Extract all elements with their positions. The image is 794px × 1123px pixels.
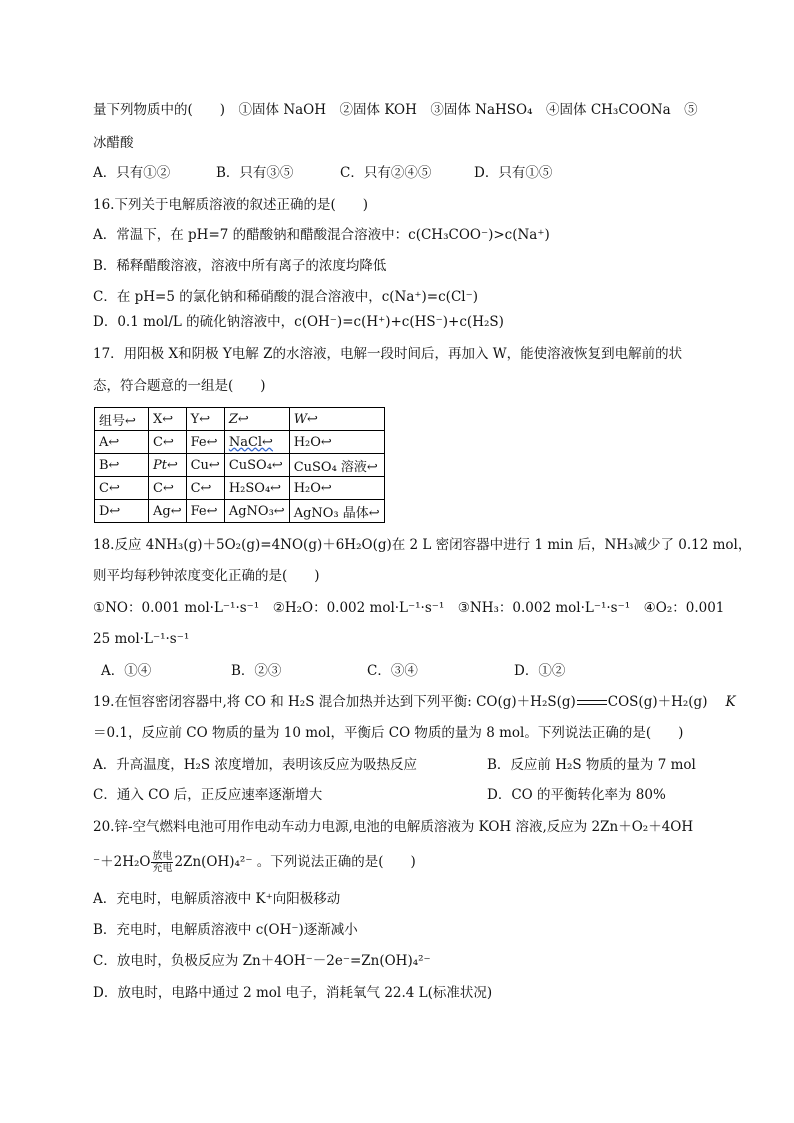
q16-option-a: A．常温下，在 pH=7 的醋酸钠和醋酸混合溶液中：c(CH₃COO⁻)>c(Na⁺): [93, 227, 550, 243]
table-cell: Ag↩: [149, 500, 187, 523]
table-cell: H₂SO₄↩: [224, 477, 289, 500]
table-cell: D↩: [95, 500, 149, 523]
q19-option-a: A．升高温度，H₂S 浓度增加，表明该反应为吸热反应: [93, 757, 417, 773]
table-row: [95, 477, 385, 500]
q19-k-symbol: K: [725, 694, 736, 710]
q15-stem-line1: 量下列物质中的( ) ①固体 NaOH ②固体 KOH ③固体 NaHSO₄ ④固体 CH₃COONa ⑤: [93, 102, 698, 118]
table-header-cell: 组号↩: [95, 408, 149, 431]
q18-items-line2: 25 mol·L⁻¹·s⁻¹: [93, 631, 190, 647]
q20-stem-line1: 20.锌-空气燃料电池可用作电动车动力电源,电池的电解质溶液为 KOH 溶液,反应为 2Zn＋O₂＋4OH: [93, 819, 694, 835]
table-row: [95, 454, 385, 477]
table-cell: CuSO₄ 溶液↩: [289, 454, 384, 477]
table-header-cell: Z↩: [224, 408, 289, 431]
table-cell: H₂O↩: [289, 431, 384, 454]
q16-option-c: C．在 pH=5 的氯化钠和稀硝酸的混合溶液中，c(Na⁺)=c(Cl⁻): [93, 289, 478, 305]
table-cell: B↩: [95, 454, 149, 477]
table-header-cell: X↩: [149, 408, 187, 431]
table-cell: C↩: [149, 431, 187, 454]
q18-option-b: B．②③: [231, 663, 282, 679]
q19-stem-part1: 19.在恒容密闭容器中,将 CO 和 H₂S 混合加热并达到下列平衡: CO(g)＋H₂S(g): [93, 694, 576, 710]
table-cell: Cu↩: [186, 454, 224, 477]
q16-option-d: D．0.1 mol/L 的硫化钠溶液中，c(OH⁻)=c(H⁺)+c(HS⁻)+c(H₂S): [93, 314, 504, 330]
table-header-cell: Y↩: [186, 408, 224, 431]
q20-stem-part2: 2Zn(OH)₄²⁻ 。下列说法正确的是( ): [174, 854, 416, 870]
table-header-row: [95, 408, 385, 431]
q18-stem-line1: 18.反应 4NH₃(g)＋5O₂(g)=4NO(g)＋6H₂O(g)在 2 L 密闭容器中进行 1 min 后，NH₃减少了 0.12 mol，: [93, 537, 752, 553]
q17-stem-line1: 17．用阳极 X和阴极 Y电解 Z的水溶液，电解一段时间后，再加入 W，能使溶液恢复到电解前的状: [93, 346, 683, 362]
q19-stem-line2: ＝0.1，反应前 CO 物质的量为 10 mol，平衡后 CO 物质的量为 8 mol。下列说法正确的是( ): [93, 725, 684, 741]
table-cell: A↩: [95, 431, 149, 454]
q20-option-d: D．放电时，电路中通过 2 mol 电子，消耗氧气 22.4 L(标准状况): [93, 985, 493, 1001]
arrow-bottom-label: 充电: [152, 863, 173, 874]
arrow-top-label: 放电: [152, 851, 173, 862]
q15-option-b: B．只有③⑤: [216, 165, 294, 181]
q15-option-c: C．只有②④⑤: [340, 165, 432, 181]
table-cell: C↩: [149, 477, 187, 500]
q17-stem-line2: 态，符合题意的一组是( ): [93, 378, 266, 394]
table-row: [95, 500, 385, 523]
q15-stem-line2: 冰醋酸: [93, 135, 134, 151]
q15-option-d: D．只有①⑤: [474, 165, 553, 181]
reaction-condition-arrow: [151, 851, 173, 874]
q20-option-c: C．放电时，负极反应为 Zn＋4OH⁻－2e⁻=Zn(OH)₄²⁻: [93, 953, 431, 969]
q20-option-a: A．充电时，电解质溶液中 K⁺向阳极移动: [93, 891, 341, 907]
q20-stem-part1: ⁻＋2H₂O: [93, 854, 151, 870]
table-cell: C↩: [95, 477, 149, 500]
table-cell: H₂O↩: [289, 477, 384, 500]
table-cell: Fe↩: [186, 500, 224, 523]
equilibrium-arrow-icon: [577, 699, 607, 707]
q19-option-d: D．CO 的平衡转化率为 80%: [487, 787, 666, 803]
q19-option-c: C．通入 CO 后，正反应速率逐渐增大: [93, 787, 323, 803]
table-cell: NaCl↩: [224, 431, 289, 454]
q15-option-a: A．只有①②: [93, 165, 171, 181]
q20-stem-line2: [93, 851, 416, 874]
q17-table: [94, 407, 385, 523]
q19-option-b: B．反应前 H₂S 物质的量为 7 mol: [487, 757, 696, 773]
q19-stem-part2: COS(g)＋H₂(g): [607, 694, 708, 710]
q16-stem: 16.下列关于电解质溶液的叙述正确的是( ): [93, 197, 369, 213]
q18-option-c: C．③④: [367, 663, 418, 679]
q19-stem-line1: [93, 693, 736, 711]
table-cell: CuSO₄↩: [224, 454, 289, 477]
table-cell: Fe↩: [186, 431, 224, 454]
q18-option-a: A．①④: [101, 663, 152, 679]
table-cell: C↩: [186, 477, 224, 500]
table-cell: AgNO₃ 晶体↩: [289, 500, 384, 523]
q20-option-b: B．充电时，电解质溶液中 c(OH⁻)逐渐减小: [93, 922, 358, 938]
table-header-cell: W↩: [289, 408, 384, 431]
q18-items-line1: ①NO：0.001 mol·L⁻¹·s⁻¹ ②H₂O：0.002 mol·L⁻¹·s⁻¹ ③NH₃：0.002 mol·L⁻¹·s⁻¹ ④O₂：0.001: [93, 600, 725, 616]
table-cell: AgNO₃↩: [224, 500, 289, 523]
q18-stem-line2: 则平均每秒钟浓度变化正确的是( ): [93, 568, 320, 584]
table-cell: Pt↩: [149, 454, 187, 477]
q18-option-d: D．①②: [514, 663, 566, 679]
q16-option-b: B．稀释醋酸溶液，溶液中所有离子的浓度均降低: [93, 258, 387, 274]
table-row: [95, 431, 385, 454]
